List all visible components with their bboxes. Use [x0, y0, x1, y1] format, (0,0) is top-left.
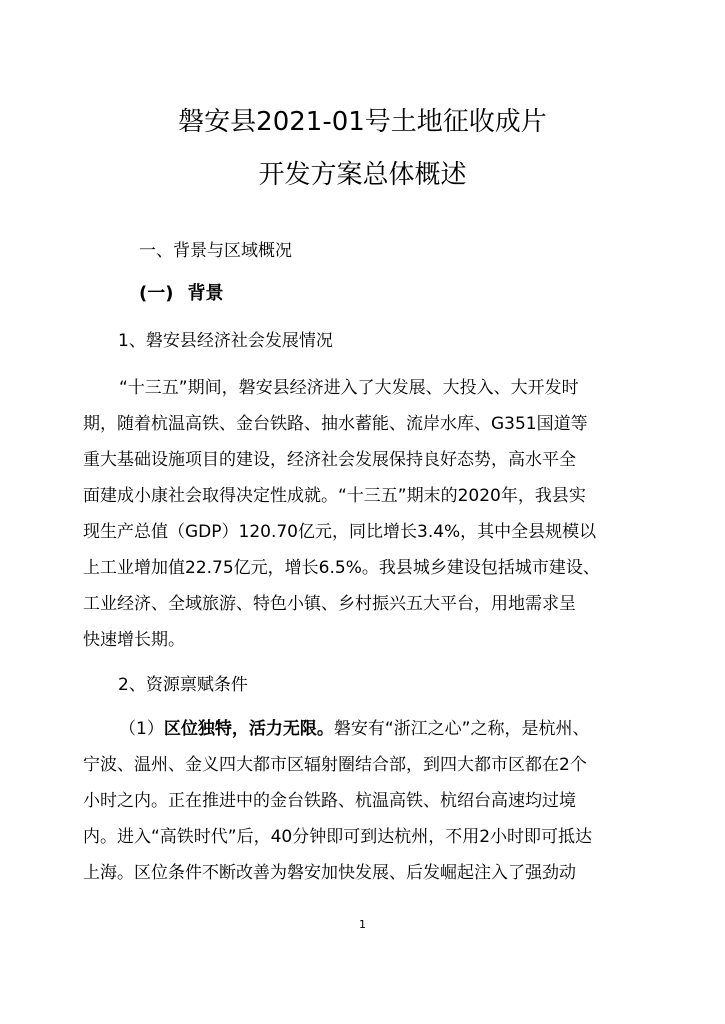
paragraph-line: “十三五”期间，磐安县经济进入了大发展、大投入、大开发时 — [119, 378, 579, 398]
section-heading-background-overview: 一、背景与区域概况 — [139, 241, 292, 261]
paragraph-location — [83, 711, 643, 891]
item-heading-resources: 2、资源禀赋条件 — [118, 675, 248, 695]
paragraph-line: 重大基础设施项目的建设，经济社会发展保持良好态势，高水平全 — [83, 450, 576, 470]
item-heading-economy: 1、磐安县经济社会发展情况 — [118, 331, 333, 351]
paragraph-line: 宁波、温州、金义四大都市区辐射圈结合部，到四大都市区都在2个 — [83, 755, 587, 775]
paragraph-prefix: （1） — [119, 719, 164, 739]
paragraph-line: 现生产总值（GDP）120.70亿元，同比增长3.4%，其中全县规模以 — [83, 522, 597, 542]
paragraph-line: 上工业增加值22.75亿元，增长6.5%。我县城乡建设包括城市建设、 — [83, 558, 600, 578]
paragraph-line: 期，随着杭温高铁、金台铁路、抽水蓄能、流岸水库、G351国道等 — [83, 414, 588, 434]
paragraph-line: 快速增长期。 — [83, 630, 185, 650]
paragraph-first-line — [83, 711, 643, 747]
paragraph-line: 工业经济、全域旅游、特色小镇、乡村振兴五大平台，用地需求呈 — [83, 594, 576, 614]
paragraph-line: 内。进入“高铁时代”后，40分钟即可到达杭州，不用2小时即可抵达 — [83, 827, 593, 847]
paragraph-line: 小时之内。正在推进中的金台铁路、杭温高铁、杭绍台高速均过境 — [83, 791, 576, 811]
subsection-label: 背景 — [187, 283, 224, 304]
paragraph-line: 上海。区位条件不断改善为磐安加快发展、后发崛起注入了强劲动 — [83, 863, 576, 883]
paragraph-line: 面建成小康社会取得决定性成就。“十三五”期末的2020年，我县实 — [83, 486, 586, 506]
page-number: 1 — [359, 918, 366, 931]
document-title-line-2: 开发方案总体概述 — [258, 160, 467, 190]
paragraph-bold-lead: 区位独特，活力无限。 — [163, 719, 334, 739]
subsection-heading-background — [139, 280, 223, 308]
paragraph-economy — [83, 370, 643, 658]
paragraph-first-rest: 磐安有“浙江之心”之称，是杭州、 — [333, 719, 590, 739]
subsection-number: (一) — [139, 283, 174, 304]
document-title-line-1: 磐安县2021-01号土地征收成片 — [178, 107, 547, 137]
